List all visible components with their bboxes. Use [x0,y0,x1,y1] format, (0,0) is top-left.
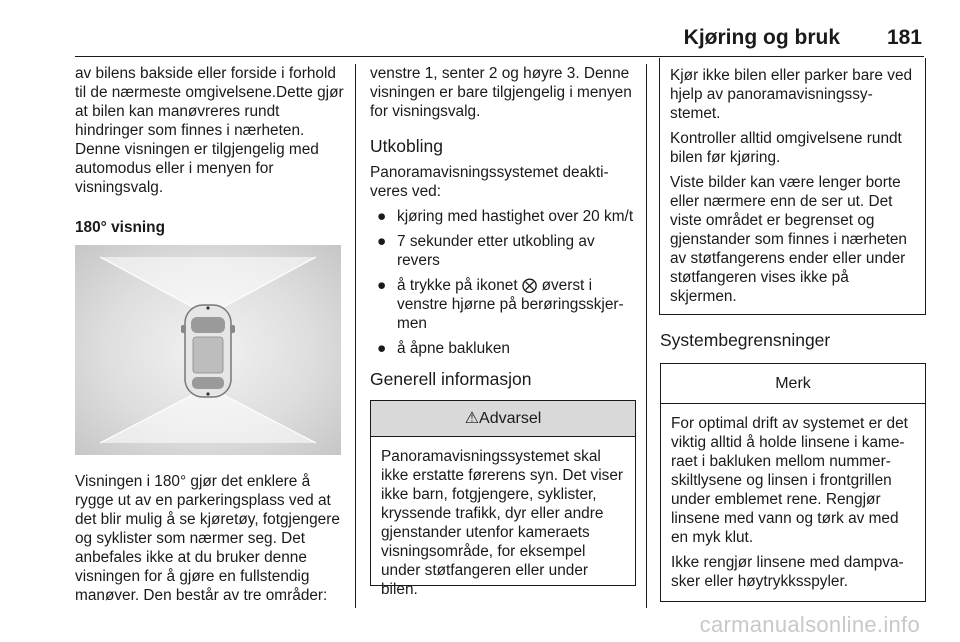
note-p2: Ikke rengjør linsene med dampvasker eller høytrykksspyler. [671,554,904,590]
warning-icon: ⚠ [464,410,480,427]
column-divider-right [646,64,647,608]
column-divider-left [355,64,356,608]
deactivation-list [370,207,636,358]
heading-utkobling: Utkobling [370,136,443,156]
car-top-view-icon [75,245,341,455]
heading-general-info: Generell informasjon [370,369,532,389]
note-body [661,404,925,601]
note-p1: For optimal drift av systemet er det viktig alltid å holde linsene i kameraet i bakluken mellom nummerskiltlysene og linsen i frontgrillen under emblemet rene. Rengjør linsene med vann og tørk av med en myk klut. [671,415,908,546]
list-item: ● kjøring med hastighet over 20 km/t [377,208,634,225]
note-title: Merk [661,364,925,404]
header-rule [75,56,924,57]
bullet-icon: ● [377,340,387,357]
watermark: carmanualsonline.info [699,612,920,637]
list-item: ● å åpne bakluken [377,340,510,357]
page-number: 181 [886,26,922,49]
list-item: ● 7 sekunder etter utkobling av revers [377,233,595,269]
bullet-icon: ● [377,233,387,250]
header-title: Kjøring og bruk [683,26,840,49]
column-3 [660,64,926,602]
column-2 [370,64,636,598]
warning-box [370,400,636,598]
bullet-icon: ● [377,208,387,225]
intro-paragraph: av bilens bakside eller forside i forhold til de nærmeste omgivelsene.Dette gjør at bilen kan manøvreres rundt hindringer som finnes i nærheten. Denne visningen er tilgjengelig med automodus eller i menyen for visningsvalg. [75,65,344,196]
bullet-icon: ● [377,277,387,294]
body-paragraph: Visningen i 180° gjør det enklere å rygge ut av en parkeringsplass ved at det blir mulig å se kjøretøy, fotgjengere og syklister som nærmer seg. Det anbefales ikke at du bruker denne visningen for å gjøre en fullstendig manøver. Den består av tre områder: [75,473,340,604]
warning-title: Advarsel [479,410,542,427]
note-box [660,363,926,602]
warning-header [371,401,635,437]
subheading-180-view: 180° visning [75,219,165,236]
list-item: ● å trykke på ikonet ⨂ øverst i venstre hjørne på berøringsskjermen [377,277,624,332]
column-1 [75,64,347,605]
heading-system-limitations: Systembegrensninger [660,330,831,350]
car-view-illustration [75,245,341,455]
continued-paragraph: venstre 1, senter 2 og høyre 3. Denne visningen er bare tilgjengelig i menyen for visningsvalg. [370,65,632,120]
warning-continuation-box [659,58,926,315]
warning-p1: Kjør ikke bilen eller parker bare ved hjelp av panoramavisningssystemet. [670,67,913,122]
warning-p2: Kontroller alltid omgivelsene rundt bilen før kjøring. [670,130,902,166]
warning-p3: Viste bilder kan være lenger borte eller nærmere enn de ser ut. Det viste området er begrenset og gjenstander som finnes i nærheten av støtfangerens ender eller under støtfangeren vises ikke på skjermen. [670,174,907,305]
warning-text: Panoramavisningssystemet skal ikke erstatte førerens syn. Det viser ikke barn, fotgjengere, syklister, kryssende trafikk, dyr eller andre gjenstander utenfor kameraets visningsområde, for eksempel under støtfangeren eller under bilen. [381,448,624,598]
utkobling-text: Panoramavisningssystemet deaktiveres ved: [370,164,609,200]
